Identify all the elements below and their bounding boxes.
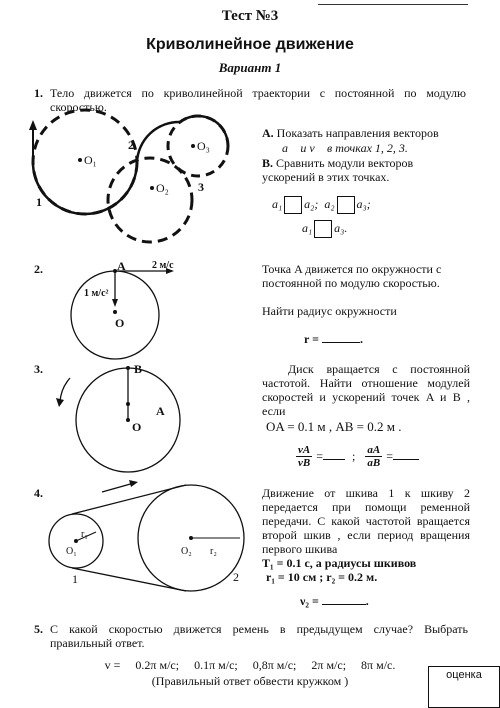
topic-title: Криволинейное движение (146, 36, 354, 53)
q2-answer: r = . (304, 332, 363, 346)
q5-option-4[interactable]: 2π м/с; (311, 658, 347, 672)
q1-label-o3: O₃ (197, 139, 210, 153)
q4-label-o2: O₂ (181, 546, 192, 557)
q4-label-o1: O₁ (66, 546, 77, 557)
q4-belt-bottom (72, 568, 186, 591)
q1-number: 1. (34, 86, 43, 100)
q3-label-a: A (156, 404, 165, 418)
q5-hint: (Правильный ответ обвести кружком ) (151, 674, 349, 688)
q2-number: 2. (34, 262, 43, 276)
q4-belt-top (72, 485, 186, 514)
q2-label-velocity: 2 м/с (152, 260, 174, 271)
q5-v-label: v = (104, 658, 121, 672)
test-title: Тест №3 (221, 8, 279, 24)
q3-velocity-ratio: $\frac{vA}{vB}$ (298, 444, 311, 469)
q1-point-3: 3 (198, 180, 204, 194)
q4-text: Движение от шкива 1 к шкиву 2 передается при помощи ременной передачи. С какой частотой вращается второй шкив , если период вращения первого шкива (262, 486, 470, 556)
q2-task: Найти радиус окружности (262, 304, 397, 318)
q1-point-1: 1 (36, 195, 42, 209)
q1-text: Тело движется по криволинейной траектории с постоянной по модулю скоростью. (50, 86, 466, 114)
q5-options (0, 658, 500, 673)
q1-task-b: B. Сравнить модули векторов ускорений в этих точках. (262, 156, 414, 184)
variant-title: Вариант 1 (218, 60, 282, 75)
q2-label-o: O (115, 316, 125, 330)
q3-number: 3. (34, 362, 43, 376)
q4-label-pulley-2: 2 (233, 570, 239, 584)
q5-option-1[interactable]: 0.2π м/с; (135, 658, 180, 672)
q5-text: С какой скоростью движется ремень в предыдущем случае? Выбрать правильный ответ. (50, 622, 468, 650)
grade-box[interactable] (428, 666, 500, 708)
q1-label-o2: O₂ (156, 181, 169, 195)
q1-task-a-vectors: a⃗ и v⃗ в точках 1, 2, 3. (282, 141, 408, 155)
q4-label-r1: r₁ (81, 529, 88, 540)
q4-answer: ν₂ = . (300, 594, 369, 608)
q3-acceleration-ratio: $\frac{aA}{aB}$ (367, 444, 381, 469)
q4-number: 4. (34, 486, 43, 500)
q4-given-radii: r₁ = 10 см ; r₂ = 0.2 м. (266, 570, 378, 584)
q5-option-3[interactable]: 0,8π м/с; (252, 658, 297, 672)
q2-text: Точка A движется по окружности с постоянной по модулю скоростью. (262, 262, 442, 290)
q2-label-acceleration: 1 м/с² (84, 288, 109, 299)
q4-given: T₁ = 0.1 с, а радиусы шкивов (262, 556, 417, 570)
q1-task-a: A. Показать направления векторов (262, 126, 439, 140)
q1-compare-row1: a₁ a₂; a₂ a₃; (272, 196, 371, 214)
q1-compare-row2: a₁ a₃. (302, 220, 347, 238)
q5-option-2[interactable]: 0.1π м/с; (194, 658, 238, 672)
q3-given: OA = 0.1 м , AB = 0.2 м . (266, 419, 402, 434)
q4-label-pulley-1: 1 (72, 572, 78, 586)
grade-label: оценка (446, 669, 482, 681)
q3-label-o: O (132, 420, 142, 434)
q3-text: Диск вращается с постоянной частотой. Найти отношение модулей скоростей и ускорений точек A и B , если (262, 362, 470, 418)
q4-answer-blank[interactable] (322, 604, 366, 605)
q4-label-r2: r₂ (210, 546, 217, 557)
q5-number: 5. (34, 622, 43, 636)
q2-label-a: A (117, 259, 126, 273)
q1-point-2: 2 (128, 138, 134, 152)
q4-belt-direction-arrow (102, 483, 134, 492)
q1-label-o1: O₁ (84, 153, 97, 167)
q3-label-b: B (134, 362, 143, 376)
q3-answer-row: $\frac{vA}{vB}$ = ; $\frac{aA}{aB}$ = (296, 444, 419, 469)
q5-option-5[interactable]: 8π м/с. (361, 658, 396, 672)
